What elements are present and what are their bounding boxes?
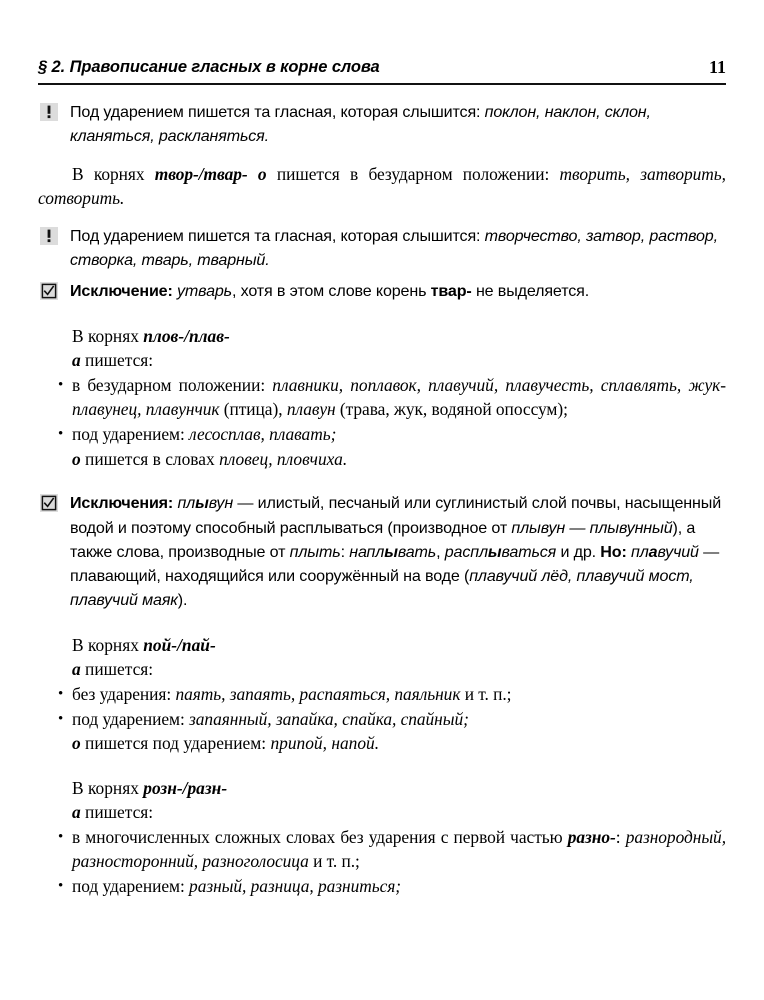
plyvun-seg11: ). [177, 591, 188, 610]
rule-rozn-sub [38, 800, 726, 825]
poy-item2-examples: запаянный, запайка, спайка, спайный; [189, 708, 469, 729]
poy-cont-text: пишется под ударением: [80, 733, 271, 754]
rule-plov-lead: В корнях [72, 325, 144, 346]
document-page [38, 0, 726, 1000]
rule-poy-root: пой-/пай- [143, 634, 216, 655]
running-head [38, 58, 726, 88]
rule-poy-lead: В корнях [72, 634, 144, 655]
rozn-item1-tail: и т. п.; [308, 851, 360, 872]
rule-tvor-lead: В корнях [72, 163, 155, 184]
exception-utvar-tail: не выделяется. [471, 282, 590, 301]
exception-block-plyvun [38, 491, 726, 612]
plov-item1-paren-1: (птица), [219, 399, 287, 420]
plyvun-seg5: плыть [289, 542, 341, 561]
exception-utvar-label: Исключение: [70, 282, 173, 301]
spacer [38, 211, 726, 224]
rule-plov-letter: а [72, 350, 81, 371]
plyvun-pla-bold: а [648, 542, 658, 561]
rule-tvor-paragraph [38, 162, 726, 211]
plov-cont-letter: о [72, 448, 81, 469]
poy-cont-letter: о [72, 733, 81, 754]
poy-item2-lead: под ударением: [72, 708, 190, 729]
plyvun-pla-tail: вучий [657, 542, 699, 561]
rozn-item1-examples: разнородный, разносторонний, разноголосица [72, 826, 726, 872]
rozn-item1-prefix: разно- [567, 826, 616, 847]
plov-item1-lead: в безударном положении: [72, 374, 273, 395]
poy-item1-lead: без ударения: [72, 683, 176, 704]
attention-1-lead: Под ударением пишется та гласная, которая слышится: [70, 103, 485, 121]
plov-item2-examples: лесосплав, плавать; [189, 424, 337, 445]
exclamation-icon [40, 103, 58, 121]
rule-poy-sub-tail: пишется: [80, 659, 154, 680]
exception-block-utvar [38, 279, 726, 303]
rule-tvor-tail: пишется в безударном положении: [266, 163, 560, 184]
spacer [38, 272, 726, 279]
attention-2-lead: Под ударением пишется та гласная, которая слышится: [70, 226, 485, 245]
rule-plov-head [38, 324, 726, 349]
plyvun-but-label: Но: [600, 542, 627, 561]
rule-rozn-root: розн-/разн- [143, 777, 228, 798]
plyvun-seg1-y: ы [195, 494, 209, 513]
plyvun-napl-a: напл [349, 542, 385, 561]
plov-item2-lead: под ударением: [72, 424, 190, 445]
plov-cont-examples: пловец, пловчиха. [219, 448, 348, 469]
rule-poy-continuation [38, 731, 726, 756]
rule-plov-continuation [38, 447, 726, 472]
poy-item1-examples: паять, запаять, распаяться, паяльник [175, 683, 461, 704]
rozn-item2-examples: разный, разница, разниться; [189, 876, 402, 897]
plyvun-raspl-a: распл [444, 542, 488, 561]
plyvun-seg6: : [340, 542, 350, 561]
rule-plov-sub [38, 348, 726, 373]
attention-block-1 [38, 100, 726, 149]
section-title: § 2. Правописание гласных в корне слова [38, 58, 380, 76]
plyvun-raspl-b: ваться [501, 542, 557, 561]
rule-poy-letter: а [72, 659, 81, 680]
plyvun-seg2: — илистый, песчаный или суглинистый слой почвы, насыщенный водой и поэтому способный расплываться (производное от [70, 494, 722, 537]
plyvun-raspl-y: ы [487, 542, 502, 561]
attention-block-2 [38, 224, 726, 273]
rule-tvor-examples: творить, затворить, сотворить. [38, 163, 726, 209]
exception-utvar-mid: , хотя в этом слове корень [232, 282, 431, 301]
rule-poy-list [38, 682, 726, 731]
plyvun-seg8: и др. [556, 542, 601, 561]
plov-item1-examples-2: плавун [286, 399, 336, 420]
page-number: 11 [708, 57, 726, 77]
rule-plov-list [38, 373, 726, 447]
rule-plov-sub-tail: пишется: [80, 350, 154, 371]
page-content [38, 100, 726, 899]
rule-rozn-lead: В корнях [72, 777, 144, 798]
checkbox-checked-icon [40, 494, 58, 512]
exclamation-icon [40, 227, 58, 245]
spacer [38, 756, 726, 776]
list-item [38, 682, 726, 707]
rozn-item1-colon: : [615, 826, 626, 847]
plyvun-seg3: плывун — плывунный [511, 518, 673, 537]
rozn-item1-lead: в многочисленных сложных словах без ударения с первой частью [72, 826, 568, 847]
attention-2-examples: творчество, затвор, раствор, створка, тварь, тварный. [70, 226, 718, 270]
plov-item1-paren-2: (трава, жук, водяной опоссум); [335, 399, 568, 420]
rule-poy-sub [38, 657, 726, 682]
list-item [38, 874, 726, 899]
plyvun-seg9: — плавающий, находящийся или сооружённый на воде ( [70, 542, 720, 586]
plyvun-napl-b: вать [397, 542, 437, 561]
plov-cont-text: пишется в словах [80, 448, 220, 469]
rule-tvor-root: твор-/твар- о [154, 163, 267, 184]
rule-rozn-head [38, 776, 726, 801]
spacer [38, 304, 726, 324]
spacer [38, 613, 726, 633]
rule-rozn-list [38, 825, 726, 899]
plyvun-seg10: плавучий лёд, плавучий мост, плавучий маяк [70, 567, 694, 610]
plyvun-seg7: , [436, 542, 445, 561]
list-item [38, 422, 726, 447]
spacer [38, 149, 726, 162]
plyvun-seg1-vun: вун [208, 494, 234, 513]
attention-1-examples: поклон, наклон, склон, кланяться, раскланяться. [70, 103, 651, 146]
rule-plov-root: плов-/плав- [143, 325, 230, 346]
plyvun-pla: пл [631, 542, 649, 561]
list-item [38, 825, 726, 874]
exception-utvar-word: утварь [177, 282, 232, 301]
plyvun-seg4: ), а также слова, производные от [70, 518, 696, 561]
rule-rozn-letter: а [72, 802, 81, 823]
plyvun-napl-y: ы [384, 542, 398, 561]
rule-poy-head [38, 633, 726, 658]
list-item [38, 707, 726, 732]
spacer [38, 471, 726, 491]
plyvun-seg1-pl: пл [177, 494, 196, 513]
checkbox-checked-icon [40, 282, 58, 300]
list-item [38, 373, 726, 422]
poy-item1-tail: и т. п.; [460, 683, 512, 704]
header-divider [38, 83, 726, 85]
poy-cont-examples: припой, напой. [270, 733, 380, 754]
exception-plyvun-label: Исключения: [70, 494, 174, 513]
rozn-item2-lead: под ударением: [72, 876, 190, 897]
rule-rozn-sub-tail: пишется: [80, 802, 154, 823]
plov-item1-examples-1: плавники, поплавок, плавучий, плавучесть, сплавлять, жук-плавунец, плавунчик [72, 374, 726, 420]
exception-utvar-root: твар- [430, 282, 472, 301]
